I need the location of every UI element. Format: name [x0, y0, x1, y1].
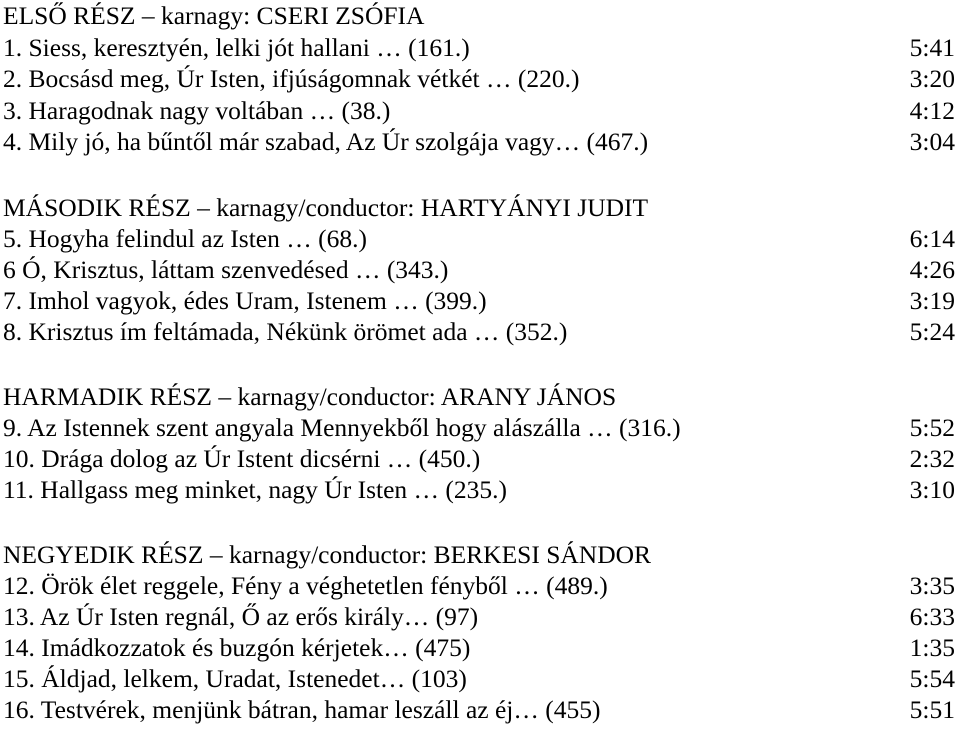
track-title: 5. Hogyha felindul az Isten … (68.) [3, 224, 367, 253]
track-row [0, 474, 960, 505]
track-title: 4. Mily jó, ha bűntől már szabad, Az Úr szolgája vagy… (467.) [3, 127, 649, 156]
track-duration: 3:04 [909, 127, 955, 156]
track-duration: 4:12 [909, 95, 955, 125]
section-2 [0, 192, 960, 347]
track-row [0, 254, 960, 285]
track-duration: 6:33 [909, 602, 955, 631]
track-title: 11. Hallgass meg minket, nagy Úr Isten … (235.) [3, 475, 507, 504]
track-title: 13. Az Úr Isten regnál, Ő az erős király… (97) [3, 602, 479, 631]
track-duration: 2:32 [909, 444, 955, 473]
track-duration: 5:51 [909, 695, 955, 724]
track-duration: 5:24 [909, 317, 955, 346]
track-duration: 3:20 [909, 64, 955, 93]
track-title: 6 Ó, Krisztus, láttam szenvedésed … (343.) [3, 255, 449, 284]
track-row [0, 412, 960, 443]
track-row [0, 601, 960, 632]
track-duration: 3:10 [909, 475, 955, 504]
track-row [0, 223, 960, 254]
track-title: 8. Krisztus ím feltámada, Nékünk örömet ada … (352.) [3, 317, 568, 346]
track-row [0, 63, 960, 95]
track-row [0, 285, 960, 316]
track-title: 12. Örök élet reggele, Fény a véghetetlen fényből … (489.) [3, 571, 608, 600]
track-row [0, 632, 960, 663]
track-duration: 6:14 [909, 224, 955, 253]
track-title: 3. Haragodnak nagy voltában … (38.) [3, 95, 391, 125]
track-duration: 3:19 [909, 286, 955, 315]
track-title: 9. Az Istennek szent angyala Mennyekből hogy alászálla … (316.) [3, 413, 681, 442]
track-title: 15. Áldjad, lelkem, Uradat, Istenedet… (103) [3, 664, 467, 693]
track-duration: 5:54 [909, 664, 955, 693]
track-duration: 4:26 [909, 255, 955, 284]
track-title: 2. Bocsásd meg, Úr Isten, ifjúságomnak vétkét … (220.) [3, 64, 580, 93]
track-row [0, 663, 960, 694]
section-1 [0, 0, 960, 158]
section-heading: NEGYEDIK RÉSZ – karnagy/conductor: BERKESI SÁNDOR [3, 540, 652, 569]
track-row [0, 694, 960, 725]
track-duration: 5:52 [909, 413, 955, 442]
track-row [0, 126, 960, 158]
track-title: 14. Imádkozzatok és buzgón kérjetek… (475) [3, 633, 471, 662]
track-row [0, 570, 960, 601]
section-3 [0, 381, 960, 505]
track-duration: 5:41 [909, 32, 955, 62]
track-row [0, 316, 960, 347]
section-heading: MÁSODIK RÉSZ – karnagy/conductor: HARTYÁNYI JUDIT [3, 193, 649, 222]
section-4 [0, 539, 960, 725]
track-row [0, 443, 960, 474]
track-duration: 3:35 [909, 571, 955, 600]
track-title: 16. Testvérek, menjünk bátran, hamar leszáll az éj… (455) [3, 695, 601, 724]
track-row [0, 95, 960, 127]
track-title: 7. Imhol vagyok, édes Uram, Istenem … (399.) [3, 286, 487, 315]
track-title: 10. Drága dolog az Úr Istent dicsérni … (450.) [3, 444, 481, 473]
track-duration: 1:35 [909, 633, 955, 662]
section-heading: ELSŐ RÉSZ – karnagy: CSERI ZSÓFIA [3, 1, 425, 30]
section-heading: HARMADIK RÉSZ – karnagy/conductor: ARANY JÁNOS [3, 382, 617, 411]
track-title: 1. Siess, keresztyén, lelki jót hallani … (161.) [3, 32, 470, 62]
track-row [0, 32, 960, 64]
